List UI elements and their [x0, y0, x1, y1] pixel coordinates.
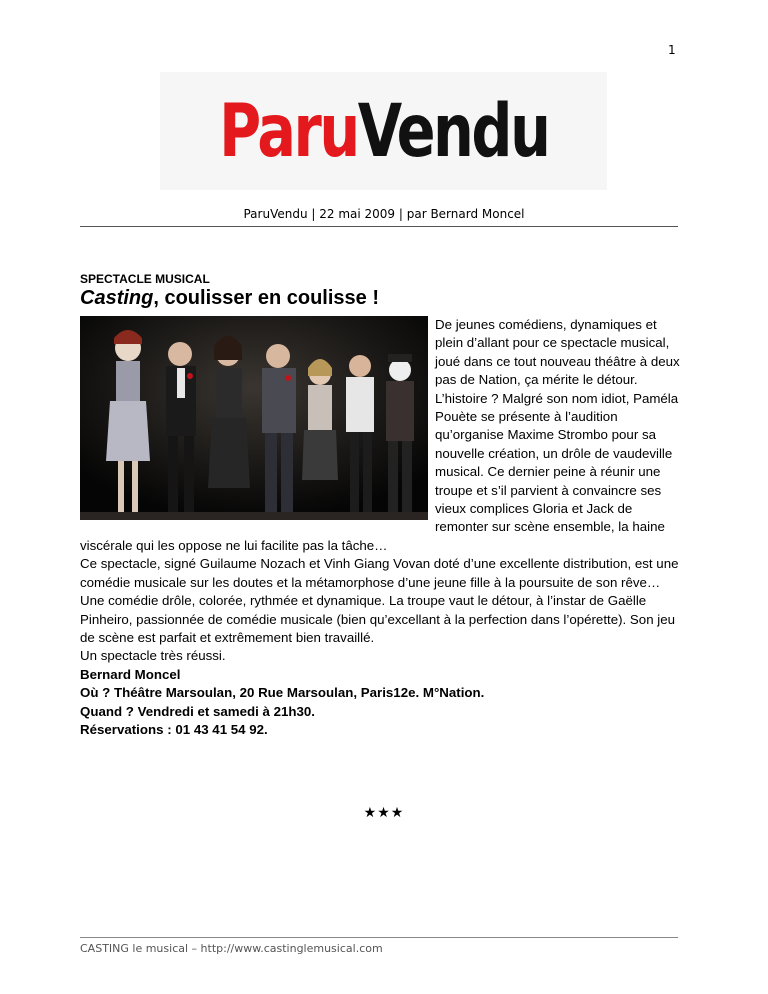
- headline-rest: , coulisser en coulisse !: [153, 287, 379, 309]
- article-paragraph: Un spectacle très réussi.: [80, 648, 226, 664]
- article-author: Bernard Moncel: [80, 666, 181, 682]
- logo-part-red: Paru: [218, 87, 358, 175]
- logo-wordmark: [218, 87, 549, 175]
- footer-divider: [80, 937, 678, 938]
- photo-float-spacer: [80, 316, 435, 522]
- logo-part-black: Vendu: [357, 87, 549, 175]
- paruvendu-logo: [160, 72, 607, 190]
- article-headline: [80, 287, 379, 310]
- reservation-info: Réservations : 01 43 41 54 92.: [80, 721, 268, 737]
- headline-italic: Casting: [80, 287, 154, 309]
- article-paragraph: Ce spectacle, signé Guilaume Nozach et Vinh Giang Vovan doté d’une excellente distribution, est une comédie musicale sur les doutes et la métamorphose d’une jeune fille à la poursuite de son rêve…: [80, 556, 679, 590]
- footer-text: CASTING le musical – http://www.castinglemusical.com: [80, 942, 383, 955]
- source-line: ParuVendu | 22 mai 2009 | par Bernard Moncel: [243, 207, 525, 221]
- article-paragraph: De jeunes comédiens, dynamiques et plein d’allant pour ce spectacle musical, joué dans ce tout nouveau théâtre à deux pas de Nation, ça mérite le détour.: [435, 317, 680, 388]
- page-number: 1: [668, 43, 676, 57]
- star-rating: ★★★: [363, 805, 405, 821]
- section-label: SPECTACLE MUSICAL: [80, 272, 210, 286]
- venue-info: Où ? Théâtre Marsoulan, 20 Rue Marsoulan, Paris12e. M°Nation.: [80, 685, 485, 701]
- header-divider: [80, 226, 678, 227]
- article-paragraph: L’histoire ? Malgré son nom idiot, Paméla Pouète se présente à l’audition qu’organise Maxime Strombo pour sa nouvelle création, un drôle de vaudeville musical. Ce dernier peine à réunir une troupe et s’il parvient à convaincre ses vieux complices Gloria et Jack de remonter sur scène ensemble, la haine viscérale qui les oppose ne lui facilite pas la tâche…: [80, 390, 679, 553]
- article-body: [80, 316, 680, 739]
- schedule-info: Quand ? Vendredi et samedi à 21h30.: [80, 703, 315, 719]
- article-paragraph: Une comédie drôle, colorée, rythmée et dynamique. La troupe vaut le détour, à l’instar de Gaëlle Pinheiro, passionnée de comédie musicale (bien qu’excellant à la perfection dans l’opérette). Son jeu de scène est parfait et extrêmement bien travaillé.: [80, 593, 676, 645]
